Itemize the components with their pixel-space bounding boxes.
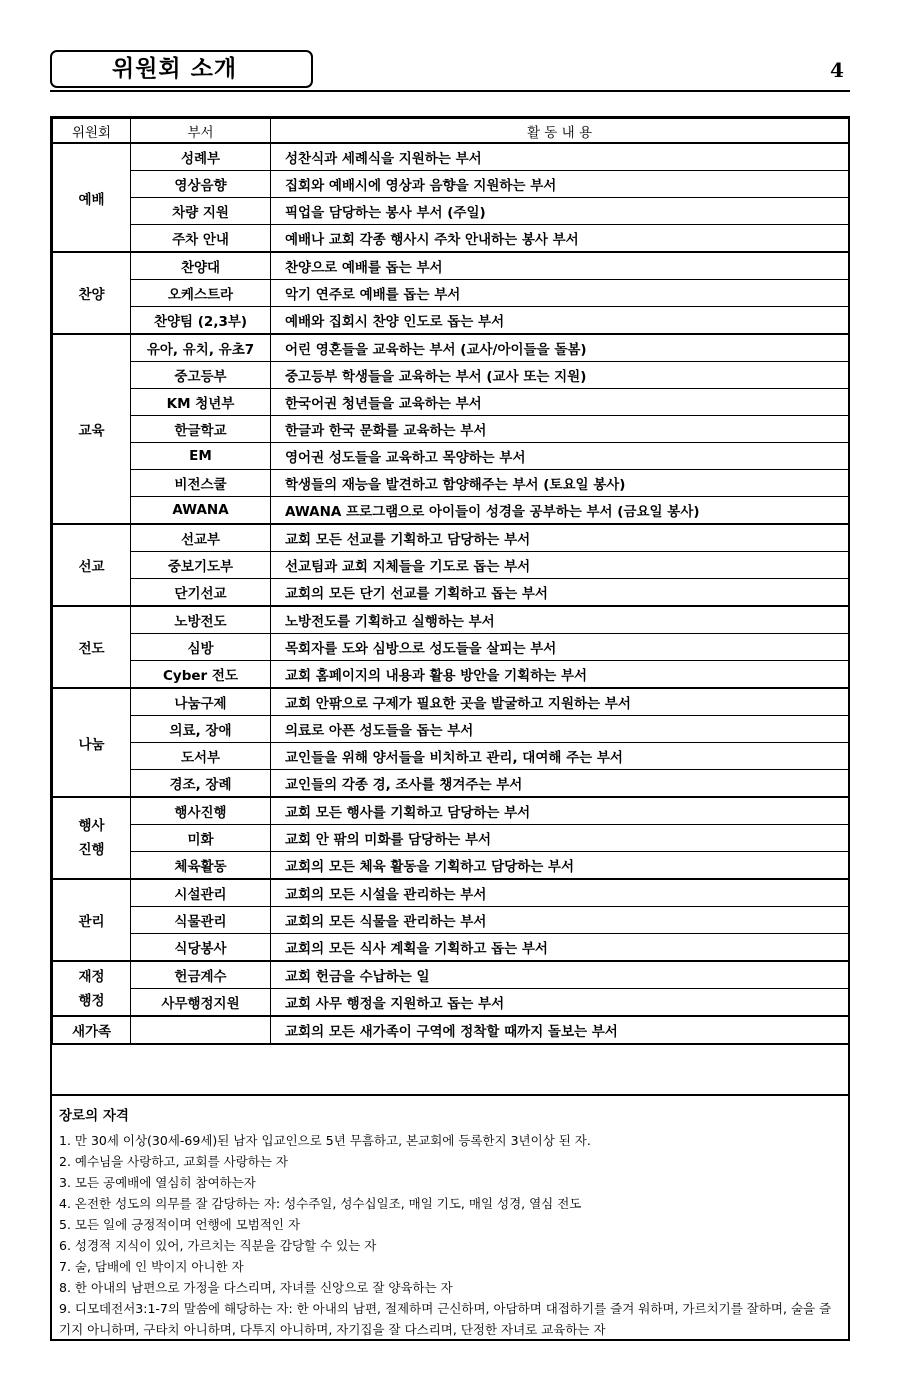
column-header-activities: 활 동 내 용	[271, 119, 849, 144]
department-cell: 헌금계수	[131, 961, 271, 989]
table-row	[53, 280, 849, 307]
table-row	[53, 497, 849, 525]
committee-cell: 행사 진행	[53, 797, 131, 879]
committee-cell: 선교	[53, 524, 131, 606]
department-cell: 심방	[131, 634, 271, 661]
department-cell: KM 청년부	[131, 389, 271, 416]
qualification-item: 8. 한 아내의 남편으로 가정을 다스리며, 자녀를 신앙으로 잘 양육하는 자	[59, 1280, 453, 1295]
table-row	[53, 989, 849, 1017]
table-row	[53, 961, 849, 989]
department-cell: 나눔구제	[131, 688, 271, 716]
table-row	[53, 852, 849, 880]
table-row	[53, 362, 849, 389]
activity-cell: 교회 모든 선교를 기획하고 담당하는 부서	[271, 524, 849, 552]
activity-cell: AWANA 프로그램으로 아이들이 성경을 공부하는 부서 (금요일 봉사)	[271, 497, 849, 525]
qualification-item: 4. 온전한 성도의 의무를 잘 감당하는 자: 성수주일, 성수십일조, 매일 기도, 매일 성경, 열심 전도	[59, 1196, 582, 1211]
table-row	[53, 443, 849, 470]
department-cell: 행사진행	[131, 797, 271, 825]
activity-cell: 교회 안 팎의 미화를 담당하는 부서	[271, 825, 849, 852]
department-cell: 단기선교	[131, 579, 271, 607]
table-row	[53, 825, 849, 852]
table-row	[53, 252, 849, 280]
activity-cell: 중고등부 학생들을 교육하는 부서 (교사 또는 지원)	[271, 362, 849, 389]
department-cell: 미화	[131, 825, 271, 852]
activity-cell: 예배와 집회시 찬양 인도로 돕는 부서	[271, 307, 849, 335]
activity-cell: 교회 모든 행사를 기획하고 담당하는 부서	[271, 797, 849, 825]
column-header-committee: 위원회	[53, 119, 131, 144]
department-cell: 한글학교	[131, 416, 271, 443]
department-cell: Cyber 전도	[131, 661, 271, 689]
activity-cell: 목회자를 도와 심방으로 성도들을 살피는 부서	[271, 634, 849, 661]
table-row	[53, 606, 849, 634]
committee-table	[52, 118, 849, 1045]
header-divider	[50, 90, 850, 92]
table-body	[53, 143, 849, 1044]
qualifications-title: 장로의 자격	[59, 1108, 129, 1124]
activity-cell: 교회의 모든 식물을 관리하는 부서	[271, 907, 849, 934]
department-cell: 의료, 장애	[131, 716, 271, 743]
activity-cell: 한글과 한국 문화를 교육하는 부서	[271, 416, 849, 443]
table-row	[53, 579, 849, 607]
table-row	[53, 198, 849, 225]
department-cell: 사무행정지원	[131, 989, 271, 1017]
committee-section	[50, 116, 850, 1341]
table-row	[53, 470, 849, 497]
department-cell: 체육활동	[131, 852, 271, 880]
table-row	[53, 225, 849, 253]
department-cell: 시설관리	[131, 879, 271, 907]
table-row	[53, 389, 849, 416]
activity-cell: 악기 연주로 예배를 돕는 부서	[271, 280, 849, 307]
department-cell: 식당봉사	[131, 934, 271, 962]
table-row	[53, 307, 849, 335]
department-cell: 식물관리	[131, 907, 271, 934]
activity-cell: 의료로 아픈 성도들을 돕는 부서	[271, 716, 849, 743]
department-cell: 도서부	[131, 743, 271, 770]
activity-cell: 한국어권 청년들을 교육하는 부서	[271, 389, 849, 416]
committee-cell: 재정 행정	[53, 961, 131, 1016]
table-row	[53, 661, 849, 689]
table-row	[53, 634, 849, 661]
column-header-department: 부서	[131, 119, 271, 144]
elder-qualifications	[52, 1094, 848, 1340]
committee-cell: 찬양	[53, 252, 131, 334]
page-number: 4	[830, 58, 844, 82]
committee-cell: 예배	[53, 143, 131, 252]
committee-cell: 전도	[53, 606, 131, 688]
activity-cell: 교인들을 위해 양서들을 비치하고 관리, 대여해 주는 부서	[271, 743, 849, 770]
department-cell: 노방전도	[131, 606, 271, 634]
activity-cell: 교회 안팎으로 구제가 필요한 곳을 발굴하고 지원하는 부서	[271, 688, 849, 716]
department-cell: 주차 안내	[131, 225, 271, 253]
department-cell: 선교부	[131, 524, 271, 552]
department-cell	[131, 1016, 271, 1044]
page-title: 위원회 소개	[50, 50, 313, 88]
department-cell: 경조, 장례	[131, 770, 271, 798]
department-cell: 찬양대	[131, 252, 271, 280]
qualification-item: 3. 모든 공예배에 열심히 참여하는자	[59, 1175, 256, 1190]
table-row	[53, 743, 849, 770]
activity-cell: 교인들의 각종 경, 조사를 챙겨주는 부서	[271, 770, 849, 798]
activity-cell: 교회의 모든 시설을 관리하는 부서	[271, 879, 849, 907]
department-cell: 찬양팀 (2,3부)	[131, 307, 271, 335]
activity-cell: 픽업을 담당하는 봉사 부서 (주일)	[271, 198, 849, 225]
activity-cell: 어린 영혼들을 교육하는 부서 (교사/아이들을 돌봄)	[271, 334, 849, 362]
activity-cell: 예배나 교회 각종 행사시 주차 안내하는 봉사 부서	[271, 225, 849, 253]
activity-cell: 학생들의 재능을 발견하고 함양해주는 부서 (토요일 봉사)	[271, 470, 849, 497]
department-cell: AWANA	[131, 497, 271, 525]
table-row	[53, 171, 849, 198]
department-cell: 성례부	[131, 143, 271, 171]
table-row	[53, 552, 849, 579]
department-cell: 오케스트라	[131, 280, 271, 307]
qualification-item: 5. 모든 일에 긍정적이며 언행에 모범적인 자	[59, 1217, 301, 1232]
activity-cell: 교회의 모든 단기 선교를 기획하고 돕는 부서	[271, 579, 849, 607]
table-header-row	[53, 119, 849, 144]
activity-cell: 집회와 예배시에 영상과 음향을 지원하는 부서	[271, 171, 849, 198]
table-row	[53, 934, 849, 962]
department-cell: 영상음향	[131, 171, 271, 198]
activity-cell: 교회의 모든 새가족이 구역에 정착할 때까지 돌보는 부서	[271, 1016, 849, 1044]
table-row	[53, 879, 849, 907]
qualification-item: 1. 만 30세 이상(30세-69세)된 남자 입교인으로 5년 무흠하고, 본교회에 등록한지 3년이상 된 자.	[59, 1133, 591, 1148]
department-cell: 중보기도부	[131, 552, 271, 579]
activity-cell: 교회의 모든 식사 계획을 기획하고 돕는 부서	[271, 934, 849, 962]
activity-cell: 교회 헌금을 수납하는 일	[271, 961, 849, 989]
qualifications-list	[59, 1130, 842, 1340]
department-cell: 유아, 유치, 유초7	[131, 334, 271, 362]
activity-cell: 성찬식과 세례식을 지원하는 부서	[271, 143, 849, 171]
committee-cell: 새가족	[53, 1016, 131, 1044]
table-row	[53, 143, 849, 171]
department-cell: EM	[131, 443, 271, 470]
qualification-item: 7. 술, 담배에 인 박이지 아니한 자	[59, 1259, 244, 1274]
table-row	[53, 907, 849, 934]
activity-cell: 영어권 성도들을 교육하고 목양하는 부서	[271, 443, 849, 470]
activity-cell: 교회 사무 행정을 지원하고 돕는 부서	[271, 989, 849, 1017]
department-cell: 비전스쿨	[131, 470, 271, 497]
qualification-item: 2. 예수님을 사랑하고, 교회를 사랑하는 자	[59, 1154, 288, 1169]
qualification-item: 6. 성경적 지식이 있어, 가르치는 직분을 감당할 수 있는 자	[59, 1238, 377, 1253]
department-cell: 중고등부	[131, 362, 271, 389]
table-row	[53, 797, 849, 825]
table-row	[53, 334, 849, 362]
activity-cell: 찬양으로 예배를 돕는 부서	[271, 252, 849, 280]
committee-cell: 교육	[53, 334, 131, 524]
department-cell: 차량 지원	[131, 198, 271, 225]
table-row	[53, 1016, 849, 1044]
table-row	[53, 688, 849, 716]
table-row	[53, 524, 849, 552]
committee-cell: 관리	[53, 879, 131, 961]
table-row	[53, 716, 849, 743]
table-row	[53, 770, 849, 798]
activity-cell: 교회의 모든 체육 활동을 기획하고 담당하는 부서	[271, 852, 849, 880]
qualification-item: 9. 디모데전서3:1-7의 말씀에 해당하는 자: 한 아내의 남편, 절제하며 근신하며, 아담하며 대접하기를 즐겨 워하며, 가르치기를 잘하며, 술을 즐기지 아니하며, 구타치 아니하며, 다투지 아니하며, 자기집을 잘 다스리며, 단정한 자녀로 교육하는 자	[59, 1301, 832, 1337]
activity-cell: 선교팀과 교회 지체들을 기도로 돕는 부서	[271, 552, 849, 579]
activity-cell: 교회 홈페이지의 내용과 활용 방안을 기획하는 부서	[271, 661, 849, 689]
table-row	[53, 416, 849, 443]
activity-cell: 노방전도를 기획하고 실행하는 부서	[271, 606, 849, 634]
committee-cell: 나눔	[53, 688, 131, 797]
